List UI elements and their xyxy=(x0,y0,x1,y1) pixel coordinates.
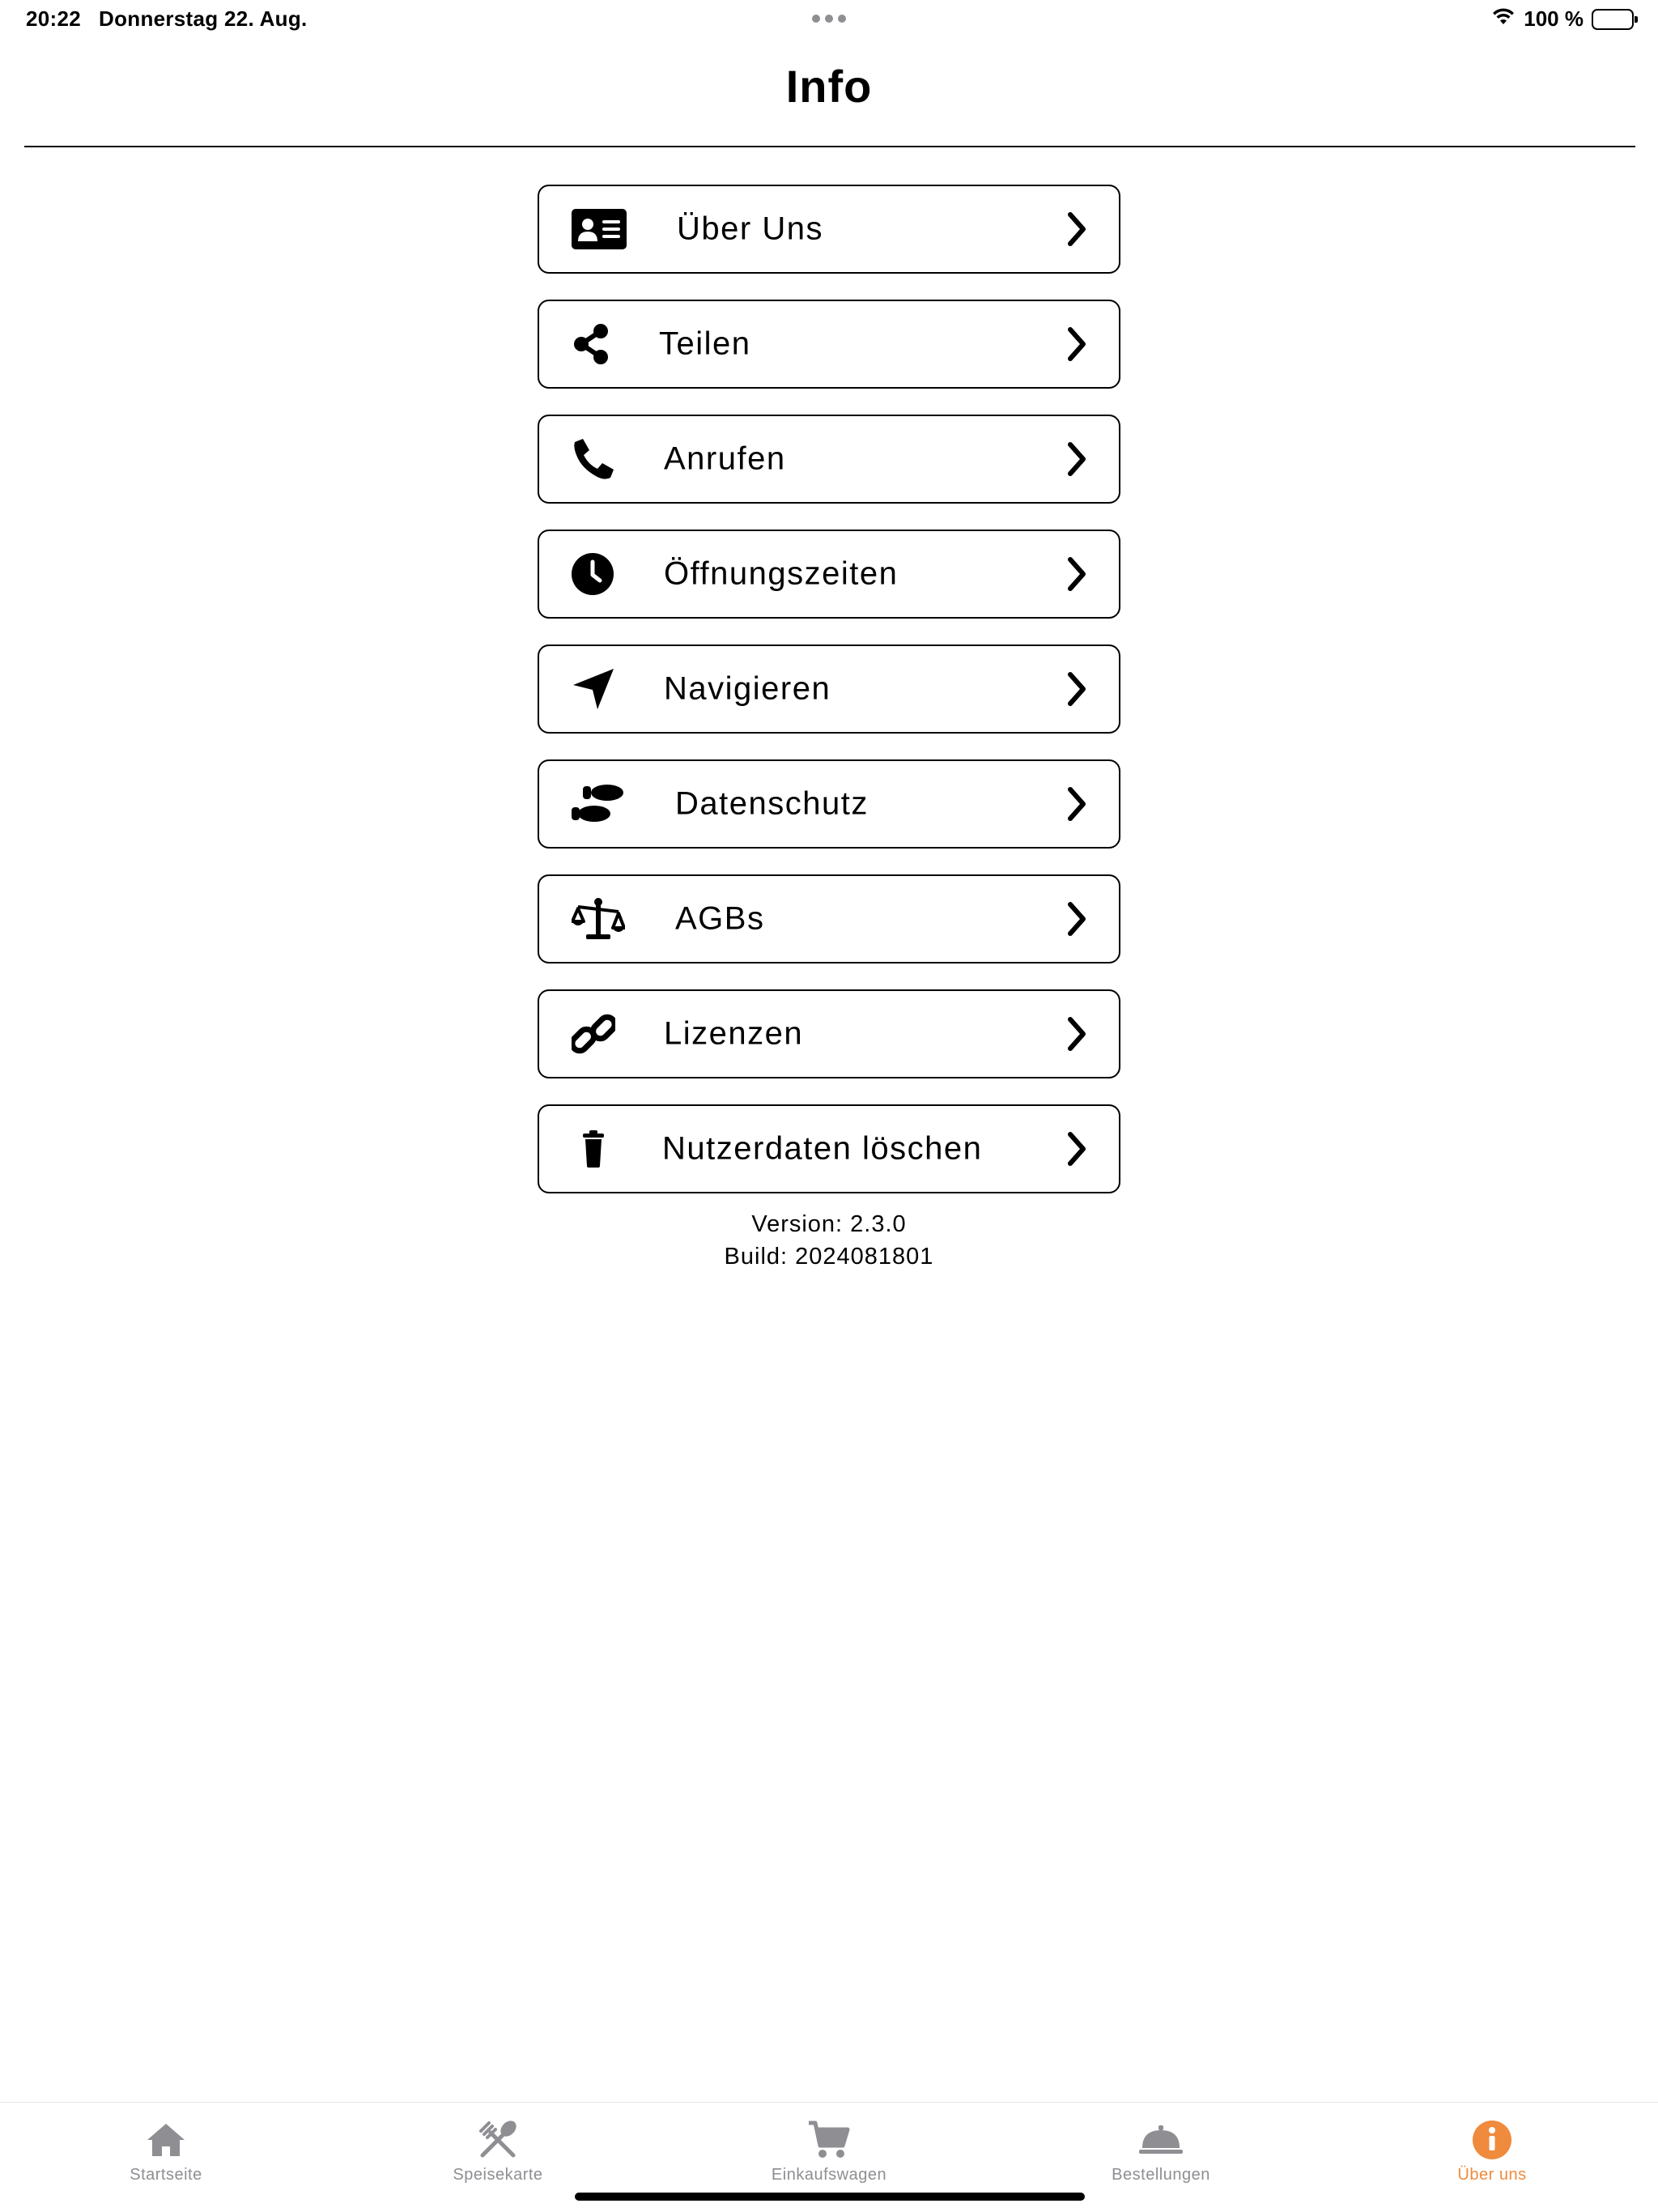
menu-item-ueber-uns[interactable] xyxy=(538,185,1120,274)
chevron-right-icon xyxy=(1065,326,1088,362)
status-right xyxy=(1491,6,1634,32)
menu-item-label: Datenschutz xyxy=(675,785,869,822)
header-divider xyxy=(24,146,1635,147)
tab-startseite[interactable] xyxy=(0,2103,332,2192)
chevron-right-icon xyxy=(1065,786,1088,822)
chevron-right-icon xyxy=(1065,556,1088,592)
phone-icon xyxy=(572,436,628,482)
tab-label: Speisekarte xyxy=(453,2166,543,2184)
info-circle-icon xyxy=(1469,2119,1515,2161)
home-icon xyxy=(143,2119,189,2161)
shoe-prints-icon xyxy=(572,781,628,827)
tab-ueber-uns[interactable] xyxy=(1326,2103,1658,2192)
status-left xyxy=(26,6,308,32)
chevron-right-icon xyxy=(1065,671,1088,707)
cart-icon xyxy=(806,2119,852,2161)
tab-label: Einkaufswagen xyxy=(771,2166,887,2184)
menu-item-label: AGBs xyxy=(675,900,765,937)
status-time: 20:22 xyxy=(26,6,81,31)
chevron-right-icon xyxy=(1065,1131,1088,1167)
home-indicator[interactable] xyxy=(575,2193,1085,2201)
link-icon xyxy=(572,1011,628,1057)
menu-item-anrufen[interactable] xyxy=(538,415,1120,504)
menu-item-oeffnungszeiten[interactable] xyxy=(538,530,1120,619)
menu-item-label: Über Uns xyxy=(677,211,823,247)
page-title: Info xyxy=(785,61,873,112)
menu-item-datenschutz[interactable] xyxy=(538,759,1120,849)
version-text: Version: 2.3.0 xyxy=(751,1211,907,1237)
location-arrow-icon xyxy=(572,666,628,712)
chevron-right-icon xyxy=(1065,441,1088,477)
tab-speisekarte[interactable] xyxy=(332,2103,664,2192)
menu-item-label: Teilen xyxy=(659,325,751,362)
tab-label: Bestellungen xyxy=(1112,2166,1210,2184)
utensils-icon xyxy=(475,2119,521,2161)
share-icon xyxy=(572,321,628,367)
cloche-icon xyxy=(1138,2119,1184,2161)
tab-label: Über uns xyxy=(1457,2166,1527,2184)
tab-label: Startseite xyxy=(130,2166,202,2184)
scale-balanced-icon xyxy=(572,896,628,942)
build-text: Build: 2024081801 xyxy=(724,1244,934,1270)
chevron-right-icon xyxy=(1065,901,1088,937)
info-menu-list xyxy=(538,185,1120,1219)
multitasking-dots-icon[interactable] xyxy=(812,15,846,23)
battery-percent: 100 % xyxy=(1524,6,1584,31)
menu-item-agbs[interactable] xyxy=(538,874,1120,963)
tab-einkaufswagen[interactable] xyxy=(663,2103,995,2192)
status-bar xyxy=(0,0,1658,39)
menu-item-navigieren[interactable] xyxy=(538,644,1120,734)
status-date: Donnerstag 22. Aug. xyxy=(99,6,308,31)
version-info xyxy=(0,1208,1658,1273)
menu-item-label: Öffnungszeiten xyxy=(664,555,899,592)
id-card-icon xyxy=(572,206,628,252)
battery-full-icon xyxy=(1592,9,1634,30)
trash-icon xyxy=(572,1126,628,1172)
menu-item-label: Nutzerdaten löschen xyxy=(662,1130,983,1167)
menu-item-label: Navigieren xyxy=(664,670,831,707)
tab-bestellungen[interactable] xyxy=(995,2103,1327,2192)
menu-item-label: Anrufen xyxy=(664,440,786,477)
wifi-icon xyxy=(1491,6,1516,32)
chevron-right-icon xyxy=(1065,211,1088,247)
menu-item-lizenzen[interactable] xyxy=(538,989,1120,1078)
menu-item-nutzerdaten-loeschen[interactable] xyxy=(538,1104,1120,1193)
menu-item-teilen[interactable] xyxy=(538,300,1120,389)
clock-icon xyxy=(572,551,628,597)
chevron-right-icon xyxy=(1065,1016,1088,1052)
menu-item-label: Lizenzen xyxy=(664,1015,804,1052)
